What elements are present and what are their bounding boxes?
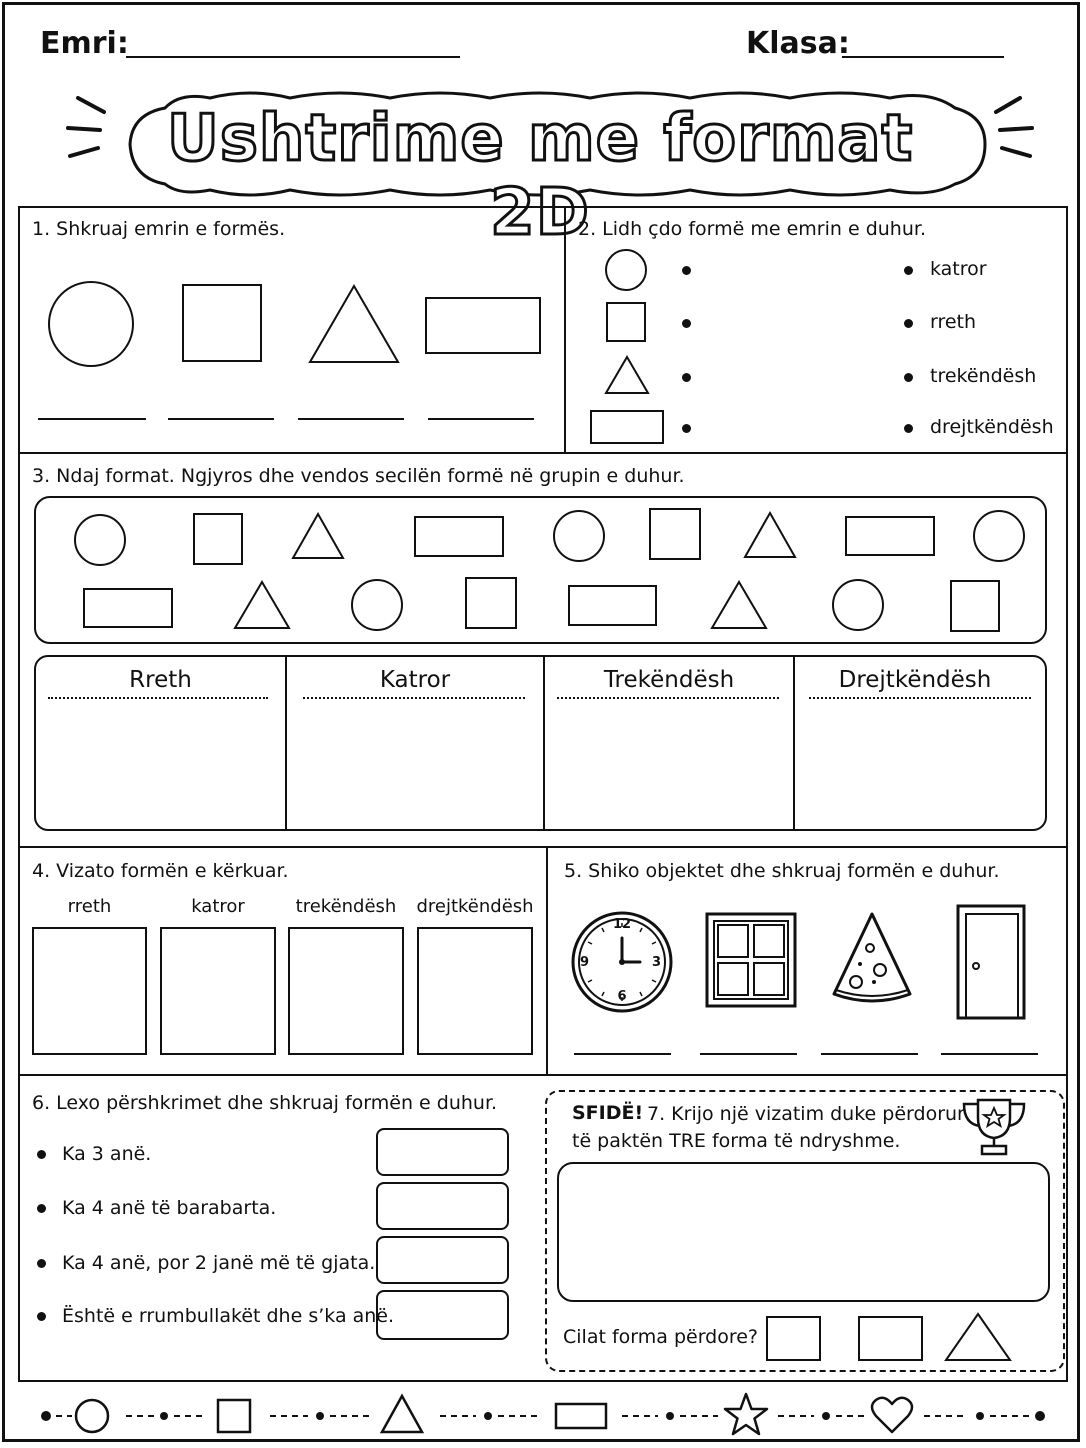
rectangle-shape [590, 410, 664, 444]
q7-title-line2: të paktën TRE forma të ndryshme. [572, 1130, 901, 1152]
answer-line[interactable] [574, 1053, 671, 1055]
decorative-footer [36, 1390, 1050, 1440]
name-trekendesh: trekëndësh [930, 365, 1037, 387]
shape-answer-box[interactable] [766, 1316, 821, 1361]
description-3: Ka 4 anë, por 2 janë më të gjata. [62, 1252, 376, 1274]
answer-box[interactable] [376, 1236, 509, 1284]
drop-zone-drejtkendesh[interactable] [795, 700, 1045, 828]
draw-label-katror: katror [191, 896, 245, 917]
square-shape [182, 284, 262, 362]
list-bullet [37, 1150, 46, 1159]
rectangle-shape[interactable] [414, 516, 504, 557]
class-label: Klasa: [746, 26, 850, 61]
match-dot[interactable] [682, 373, 691, 382]
square-shape [606, 302, 646, 342]
drop-zone-katror[interactable] [287, 700, 543, 828]
triangle-shape[interactable] [233, 580, 291, 630]
circle-shape [605, 249, 647, 291]
pizza-icon [830, 912, 914, 1008]
circle-shape[interactable] [553, 510, 605, 562]
answer-box[interactable] [376, 1290, 509, 1340]
triangle-shape[interactable] [291, 512, 345, 560]
match-dot[interactable] [682, 424, 691, 433]
description-4: Është e rrumbullakët dhe s’ka anë. [62, 1305, 395, 1327]
description-2: Ka 4 anë të barabarta. [62, 1197, 277, 1219]
draw-box[interactable] [160, 927, 276, 1055]
list-bullet [37, 1204, 46, 1213]
column-katror: Katror [379, 667, 451, 693]
square-shape[interactable] [193, 513, 243, 565]
answer-line[interactable] [298, 418, 404, 420]
match-dot[interactable] [682, 266, 691, 275]
dotted-divider [809, 697, 1031, 699]
draw-box[interactable] [288, 927, 404, 1055]
challenge-label: SFIDË! [572, 1102, 644, 1124]
triangle-answer-shape[interactable] [944, 1312, 1012, 1362]
dotted-divider [303, 697, 525, 699]
match-dot[interactable] [682, 319, 691, 328]
answer-line[interactable] [428, 418, 534, 420]
rectangle-shape[interactable] [845, 516, 935, 556]
q7-title-line1: 7. Krijo një vizatim duke përdorur [647, 1103, 965, 1125]
page-title: Ushtrime me format 2D [166, 102, 914, 250]
triangle-shape[interactable] [710, 580, 768, 630]
draw-box[interactable] [417, 927, 533, 1055]
name-input-line[interactable] [126, 56, 460, 58]
answer-line[interactable] [168, 418, 274, 420]
column-drejtkendesh: Drejtkëndësh [838, 667, 992, 693]
description-1: Ka 3 anë. [62, 1143, 152, 1165]
dotted-divider [48, 697, 268, 699]
rectangle-shape [425, 297, 541, 354]
clock-number-6: 6 [617, 989, 627, 1004]
draw-label-drejtkendesh: drejtkëndësh [416, 896, 534, 917]
clock-number-3: 3 [652, 955, 662, 970]
drawing-area[interactable] [557, 1162, 1050, 1302]
drop-zone-trekendesh[interactable] [545, 700, 793, 828]
name-drejtkendesh: drejtkëndësh [930, 416, 1054, 438]
circle-shape[interactable] [74, 514, 126, 566]
trophy-icon [960, 1096, 1028, 1158]
list-bullet [37, 1259, 46, 1268]
name-rreth: rreth [930, 311, 977, 333]
circle-shape [48, 281, 134, 367]
shapes-used-question: Cilat forma përdore? [563, 1326, 759, 1348]
square-shape[interactable] [950, 580, 1000, 632]
circle-shape[interactable] [973, 510, 1025, 562]
answer-line[interactable] [941, 1053, 1038, 1055]
window-icon [705, 912, 797, 1008]
dotted-divider [557, 697, 779, 699]
name-label: Emri: [40, 26, 129, 61]
name-katror: katror [930, 258, 987, 280]
triangle-shape[interactable] [743, 511, 797, 559]
list-bullet [37, 1312, 46, 1321]
q4-title: 4. Vizato formën e kërkuar. [32, 860, 289, 882]
drop-zone-rreth[interactable] [36, 700, 285, 828]
clock-number-9: 9 [580, 955, 590, 970]
match-dot[interactable] [904, 319, 913, 328]
circle-shape[interactable] [832, 579, 884, 631]
column-rreth: Rreth [129, 667, 192, 693]
draw-label-trekendesh: trekëndësh [295, 896, 397, 917]
rectangle-shape[interactable] [568, 585, 657, 626]
answer-box[interactable] [376, 1128, 509, 1176]
answer-line[interactable] [700, 1053, 797, 1055]
triangle-shape [308, 284, 400, 364]
q5-title: 5. Shiko objektet dhe shkruaj formën e duhur. [564, 860, 1000, 882]
column-trekendesh: Trekëndësh [603, 667, 735, 693]
rectangle-shape[interactable] [83, 588, 173, 628]
door-icon [956, 904, 1026, 1018]
match-dot[interactable] [904, 424, 913, 433]
answer-line[interactable] [821, 1053, 918, 1055]
draw-label-rreth: rreth [67, 896, 112, 917]
circle-shape[interactable] [351, 579, 403, 631]
draw-box[interactable] [32, 927, 147, 1055]
square-shape[interactable] [465, 577, 517, 629]
clock-number-12: 12 [612, 917, 632, 932]
triangle-shape [604, 355, 650, 395]
square-shape[interactable] [649, 508, 701, 560]
answer-box[interactable] [376, 1182, 509, 1230]
match-dot[interactable] [904, 266, 913, 275]
q2-title: 2. Lidh çdo formë me emrin e duhur. [578, 218, 927, 240]
answer-line[interactable] [38, 418, 146, 420]
q3-title: 3. Ndaj format. Ngjyros dhe vendos secilën formë në grupin e duhur. [32, 465, 685, 487]
shape-answer-box[interactable] [858, 1316, 923, 1361]
class-input-line[interactable] [842, 56, 1004, 58]
q1-title: 1. Shkruaj emrin e formës. [32, 218, 286, 240]
match-dot[interactable] [904, 373, 913, 382]
q6-title: 6. Lexo përshkrimet dhe shkruaj formën e duhur. [32, 1092, 498, 1114]
